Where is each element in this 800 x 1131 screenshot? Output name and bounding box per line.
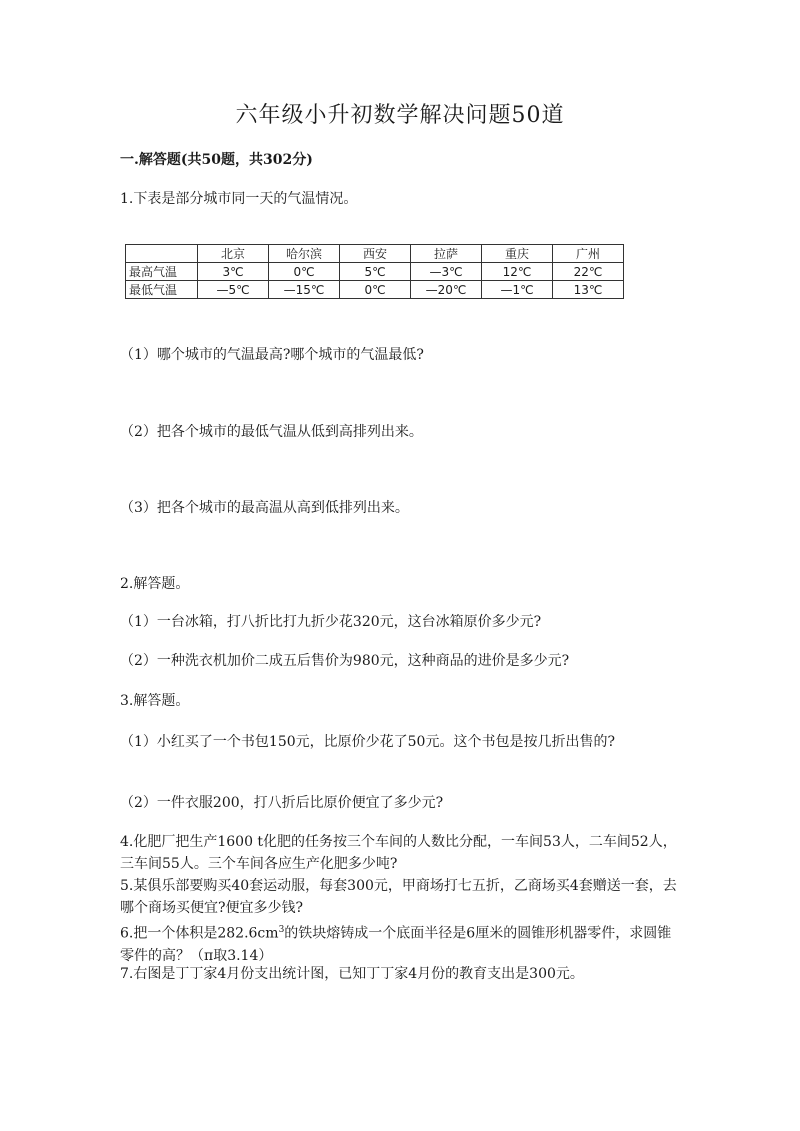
table-cell: —5℃ — [198, 281, 269, 299]
table-header-cell: 广州 — [553, 245, 624, 263]
q2-sub1: （1）一台冰箱，打八折比打九折少花320元，这台冰箱原价多少元? — [120, 614, 542, 630]
table-header-cell: 重庆 — [482, 245, 553, 263]
table-header-cell: 西安 — [340, 245, 411, 263]
table-header-cell: 北京 — [198, 245, 269, 263]
table-corner-cell — [126, 245, 198, 263]
q3-sub1: （1）小红买了一个书包150元，比原价少花了50元。这个书包是按几折出售的? — [120, 734, 615, 750]
table-row — [126, 281, 624, 299]
table-header-cell: 拉萨 — [411, 245, 482, 263]
temperature-table — [125, 244, 624, 299]
table-header-cell: 哈尔滨 — [269, 245, 340, 263]
q6-superscript: 3 — [278, 925, 285, 935]
q4-text: 4.化肥厂把生产1600 t化肥的任务按三个车间的人数比分配，一车间53人，二车间52人，三车间55人。三个车间各应生产化肥多少吨? — [120, 834, 677, 872]
q2-sub2: （2）一种洗衣机加价二成五后售价为980元，这种商品的进价是多少元? — [120, 653, 570, 669]
q6-text-before: 6.把一个体积是282.6cm — [120, 925, 279, 942]
table-cell: 12℃ — [482, 263, 553, 281]
q5-text: 5.某俱乐部要购买40套运动服，每套300元，甲商场打七五折，乙商场买4套赠送一套，去哪个商场买便宜?便宜多少钱? — [120, 878, 677, 916]
table-row — [126, 263, 624, 281]
table-row-label: 最高气温 — [126, 263, 198, 281]
table-cell: —15℃ — [269, 281, 340, 299]
q7-text: 7.右图是丁丁家4月份支出统计图，已知丁丁家4月份的教育支出是300元。 — [120, 966, 584, 982]
table-cell: 22℃ — [553, 263, 624, 281]
table-cell: 0℃ — [269, 263, 340, 281]
table-cell: —20℃ — [411, 281, 482, 299]
table-cell: 3℃ — [198, 263, 269, 281]
q1-sub2: （2）把各个城市的最低气温从低到高排列出来。 — [120, 424, 423, 440]
table-cell: 13℃ — [553, 281, 624, 299]
table-row-label: 最低气温 — [126, 281, 198, 299]
page-title: 六年级小升初数学解决问题50道 — [235, 103, 565, 128]
q1-stem: 1.下表是部分城市同一天的气温情况。 — [120, 191, 358, 207]
q3-stem: 3.解答题。 — [120, 693, 190, 709]
q1-sub1: （1）哪个城市的气温最高?哪个城市的气温最低? — [120, 347, 424, 363]
q3-sub2: （2）一件衣服200，打八折后比原价便宜了多少元? — [120, 795, 444, 811]
table-cell: —1℃ — [482, 281, 553, 299]
q1-sub3: （3）把各个城市的最高温从高到低排列出来。 — [120, 500, 409, 516]
table-cell: 0℃ — [340, 281, 411, 299]
q6-text — [120, 919, 680, 967]
q2-stem: 2.解答题。 — [120, 576, 190, 592]
table-cell: 5℃ — [340, 263, 411, 281]
q6-text-after: 的铁块熔铸成一个底面半径是6厘米的圆锥形机器零件，求圆锥零件的高？（π取3.14） — [120, 925, 672, 964]
table-cell: —3℃ — [411, 263, 482, 281]
table-header-row — [126, 245, 624, 263]
section-heading: 一.解答题(共50题，共302分) — [120, 152, 313, 168]
